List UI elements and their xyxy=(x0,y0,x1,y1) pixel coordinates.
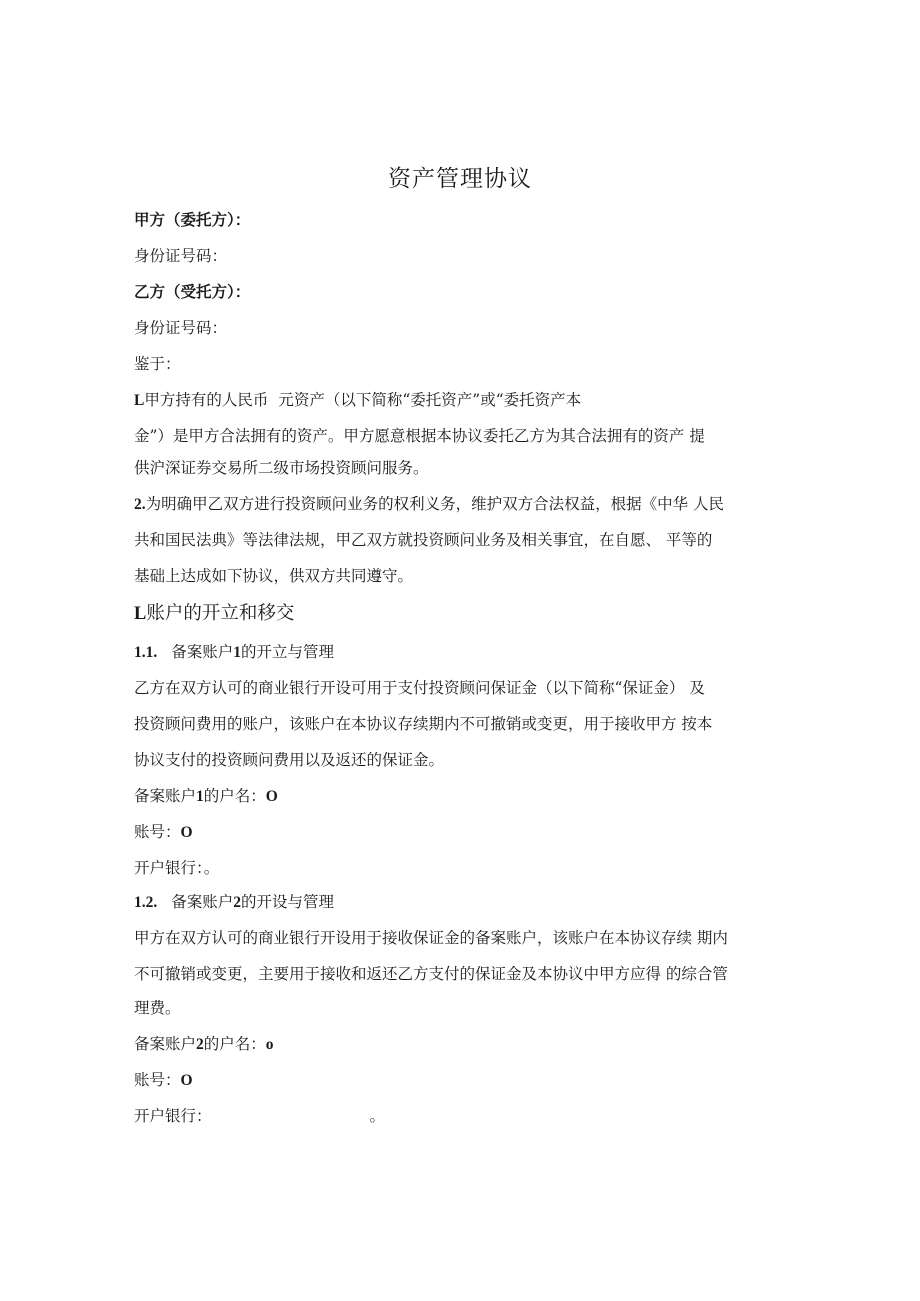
section-1-number: L xyxy=(134,604,147,624)
clause-2-line-1 xyxy=(134,492,794,517)
clause-2-number: 2. xyxy=(134,496,146,513)
account-1-name-row xyxy=(134,784,794,809)
account-2-bank-row xyxy=(134,1104,794,1128)
account-2-name-label-a: 备案账户 xyxy=(134,1035,197,1053)
party-b-id-label: 身份证号码： xyxy=(134,319,228,337)
clause-2-line-2: 共和国民法典》等法律法规，甲乙双方就投资顾问业务及相关事宜，在自愿、 平等的 xyxy=(134,531,713,549)
sub-1-1-para-line-2: 投资顾问费用的账户，该账户在本协议存续期内不可撤销或变更，用于接收甲方 按本 xyxy=(134,715,713,733)
account-2-name-value: o xyxy=(265,1036,274,1053)
sub-1-2-para-line-2: 不可撤销或变更，主要用于接收和返还乙方支付的保证金及本协议中甲方应得 的综合管 xyxy=(134,965,728,983)
sub-1-1-title-num: 1 xyxy=(233,644,242,661)
clause-1-line-3: 供沪深证券交易所二级市场投资顾问服务。 xyxy=(134,459,429,477)
sub-1-2-para-line-1: 甲方在双方认可的商业银行开设用于接收保证金的备案账户，该账户在本协议存续 期内 xyxy=(134,929,728,947)
account-2-bank-value: 。 xyxy=(369,1107,386,1125)
sub-1-1-number: 1.1. xyxy=(134,644,158,661)
sub-1-1-para-line-3: 协议支付的投资顾问费用以及返还的保证金。 xyxy=(134,751,445,769)
clause-1-line-2: 金”）是甲方合法拥有的资产。甲方愿意根据本协议委托乙方为其合法拥有的资产 提 xyxy=(134,427,705,445)
sub-1-2-title-b: 的开设与管理 xyxy=(241,893,335,911)
account-1-number-label: 账号： xyxy=(134,823,181,841)
account-2-number-row xyxy=(134,1068,794,1093)
clause-1-text-b: 元资产（以下简称“委托资产”或“委托资产本 xyxy=(278,391,582,409)
sub-1-2-heading xyxy=(134,890,794,915)
party-a-label: 甲方（委托方）： xyxy=(134,210,251,229)
account-1-name-value: O xyxy=(265,788,278,805)
account-2-bank-label: 开户银行： xyxy=(134,1107,212,1125)
sub-1-1-heading xyxy=(134,640,794,665)
section-1-title: 账户的开立和移交 xyxy=(146,603,295,624)
sub-1-2-title-num: 2 xyxy=(233,894,242,911)
account-1-number-row xyxy=(134,820,794,845)
party-a-id-label: 身份证号码： xyxy=(134,247,228,265)
sub-1-1-title-a: 备案账户 xyxy=(171,643,234,661)
clause-2-text: 为明确甲乙双方进行投资顾问业务的权利义务，维护双方合法权益，根据《中华 人民 xyxy=(145,495,725,513)
sub-1-1-para-line-1: 乙方在双方认可的商业银行开设可用于支付投资顾问保证金（以下简称“保证金） 及 xyxy=(134,679,705,697)
account-1-bank-value: 。 xyxy=(203,859,220,877)
clause-2-line-3: 基础上达成如下协议，供双方共同遵守。 xyxy=(134,567,414,585)
clause-1-line-1 xyxy=(134,388,794,413)
account-2-name-row xyxy=(134,1032,794,1057)
clause-1-text-a: 甲方持有的人民币 xyxy=(144,391,269,409)
account-1-name-label-a: 备案账户 xyxy=(134,787,197,805)
account-1-bank-row xyxy=(134,856,794,880)
account-2-number-label: 账号： xyxy=(134,1071,181,1089)
account-1-bank-label: 开户银行： xyxy=(134,859,204,877)
section-1-heading xyxy=(134,600,794,628)
sub-1-2-number: 1.2. xyxy=(134,894,158,911)
document-title: 资产管理协议 xyxy=(388,166,532,192)
sub-1-2-para-line-3: 理费。 xyxy=(134,999,181,1017)
account-1-name-label-b: 的户名： xyxy=(203,787,266,805)
whereas-label: 鉴于： xyxy=(134,355,181,373)
sub-1-2-title-a: 备案账户 xyxy=(171,893,234,911)
clause-1-number: L xyxy=(134,392,145,409)
account-2-name-label-b: 的户名： xyxy=(203,1035,266,1053)
party-b-label: 乙方（受托方）： xyxy=(134,282,251,301)
sub-1-1-title-b: 的开立与管理 xyxy=(241,643,335,661)
account-2-name-label-num: 2 xyxy=(196,1036,204,1053)
account-1-name-label-num: 1 xyxy=(196,788,204,805)
account-1-number-value: O xyxy=(180,824,193,841)
account-2-number-value: O xyxy=(180,1072,193,1089)
